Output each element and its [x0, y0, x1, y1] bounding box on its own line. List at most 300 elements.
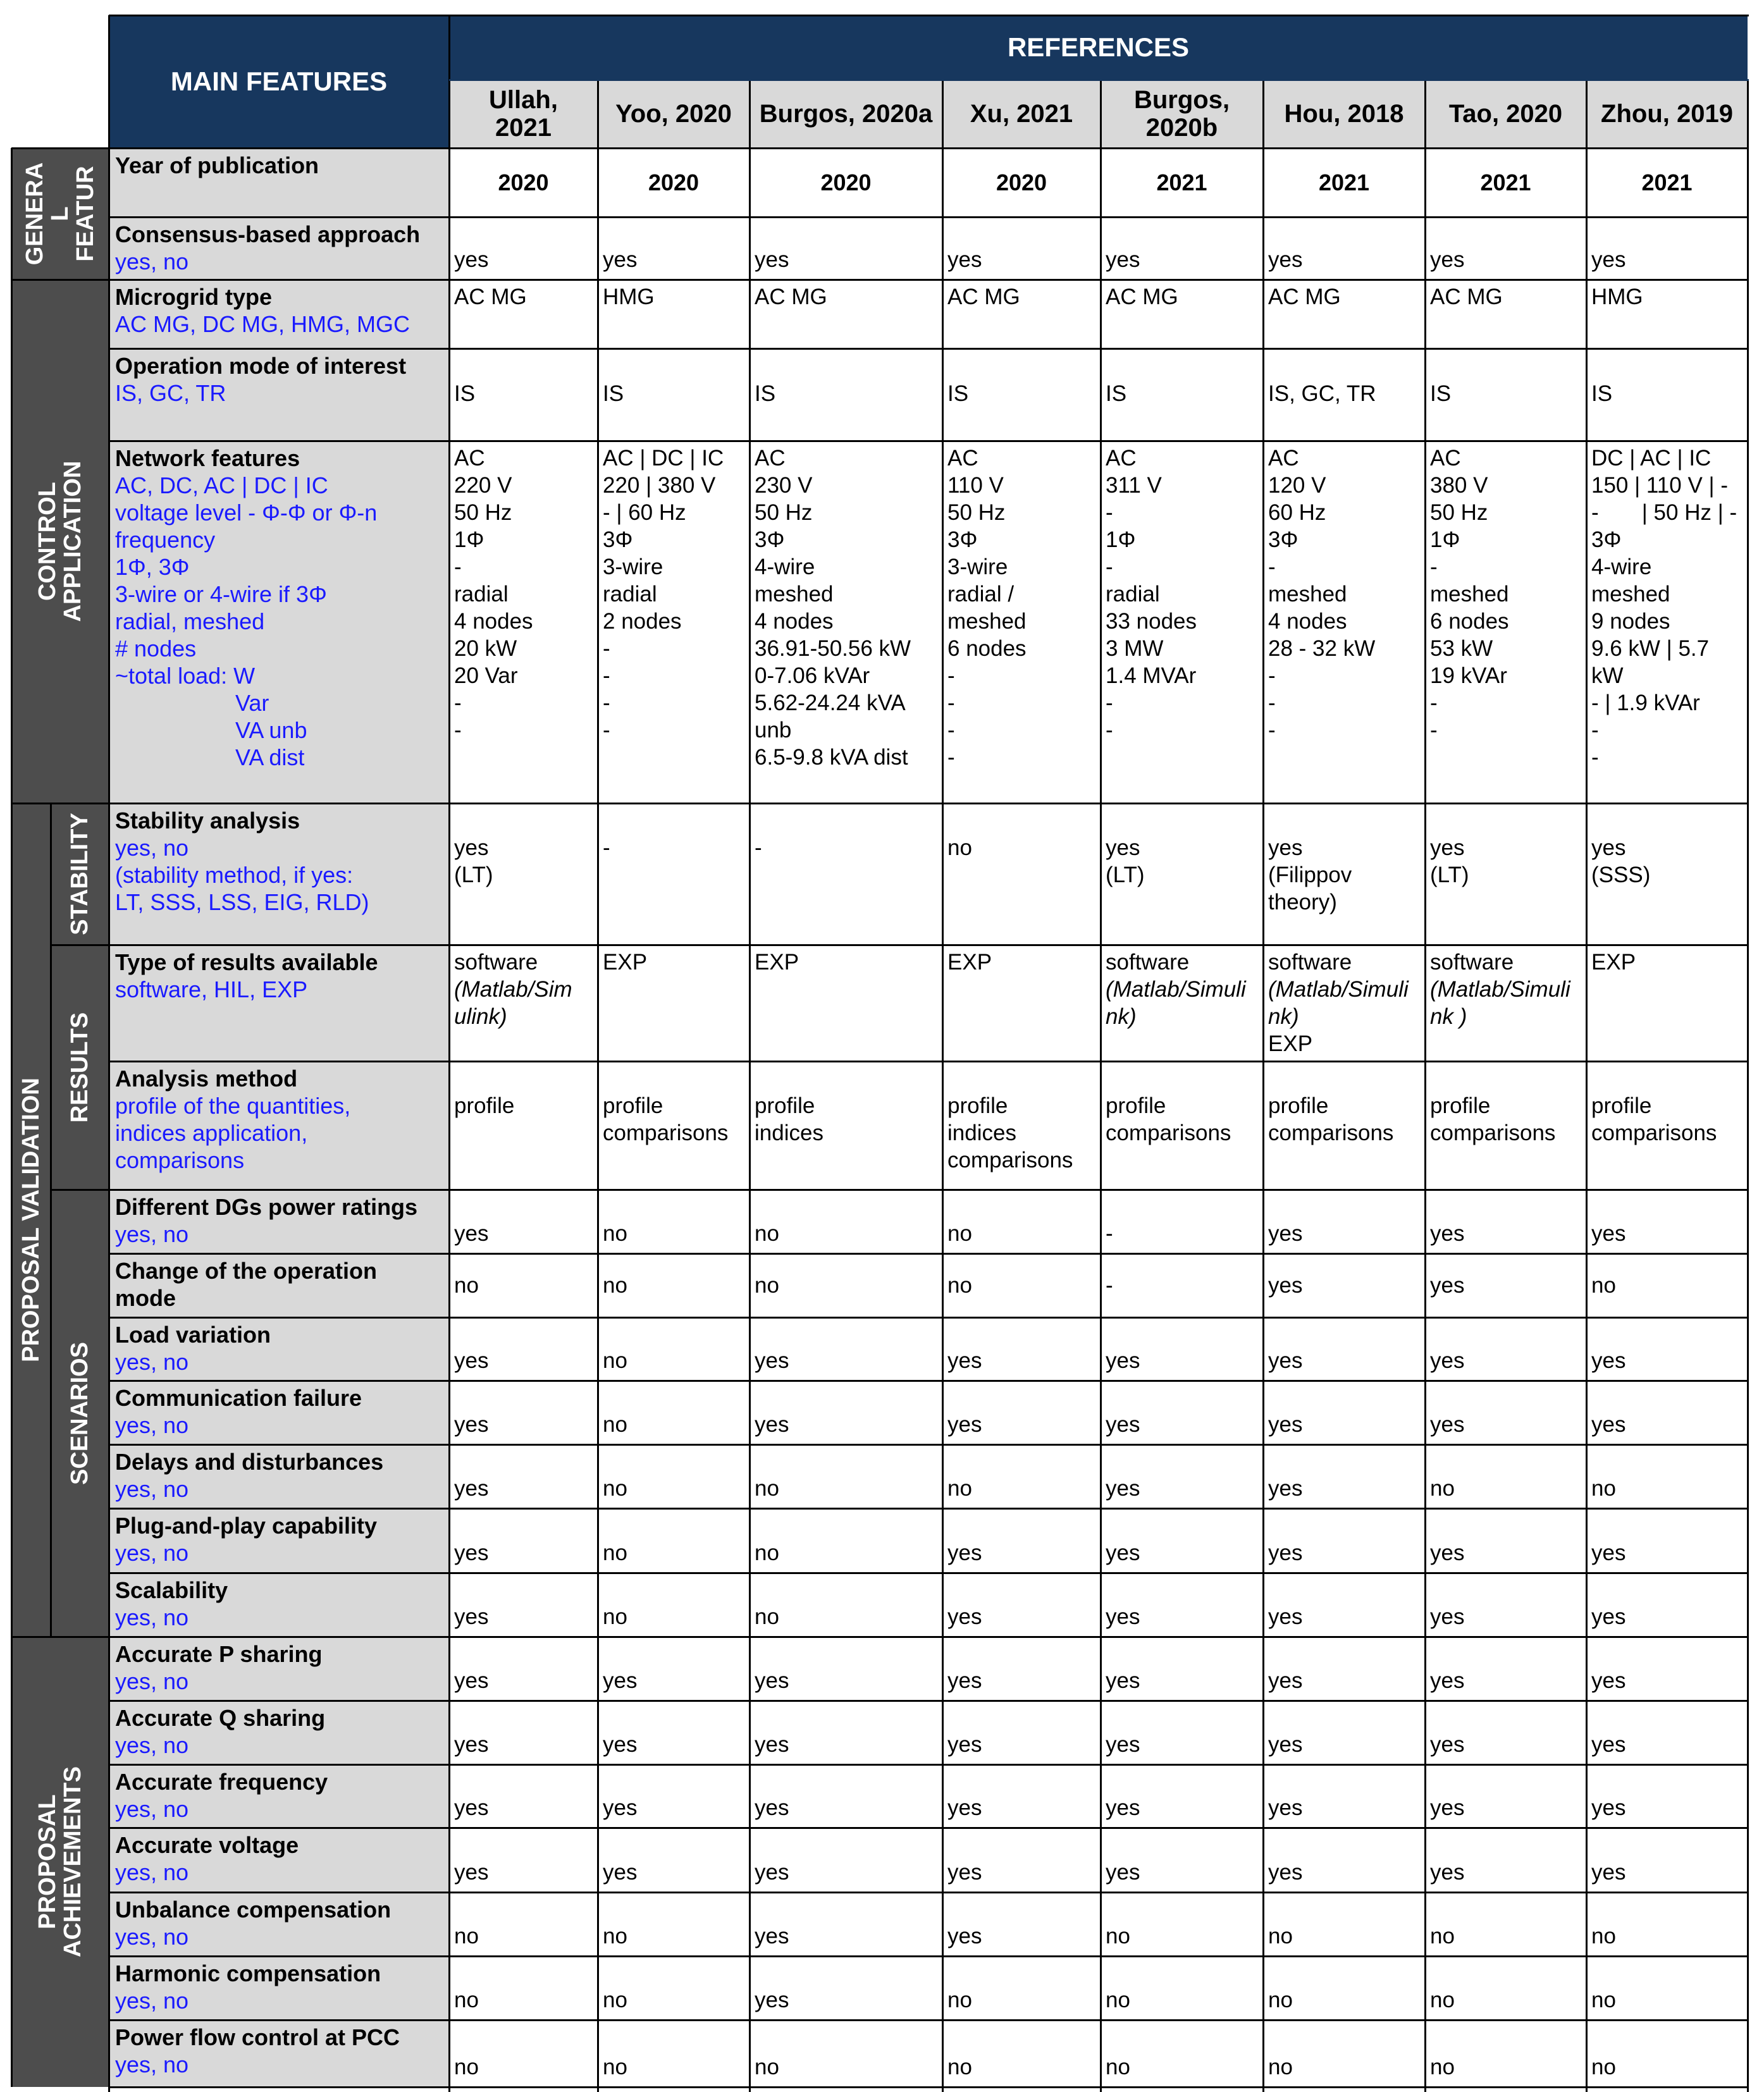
feature-value: no — [947, 835, 972, 860]
value-cell — [1263, 441, 1425, 803]
value-cell — [449, 1508, 598, 1573]
feature-value: yes — [947, 1924, 982, 1948]
feature-value: yes — [603, 1668, 638, 1693]
value-cell — [598, 217, 749, 280]
feature-name: Different DGs power ratings — [115, 1194, 418, 1220]
value-cell — [942, 1381, 1101, 1444]
value-cell — [1586, 1764, 1748, 1828]
feature-value: yes — [755, 1668, 789, 1693]
row-divider — [109, 2019, 1749, 2021]
value-cell — [1586, 803, 1748, 945]
section-divider — [11, 1636, 109, 1638]
section-edge — [11, 280, 13, 803]
value-cell — [749, 1061, 942, 1190]
reference-label: Tao, 2020 — [1448, 100, 1563, 128]
value-cell — [598, 148, 749, 217]
row-divider — [109, 440, 1749, 442]
feature-value: yes — [1268, 1541, 1303, 1565]
value-cell — [1101, 1508, 1263, 1573]
value-cell — [598, 1381, 749, 1444]
feature-value: AC MG — [1268, 285, 1341, 309]
value-cell — [1263, 217, 1425, 280]
feature-cell — [109, 1956, 449, 2020]
section-general — [11, 148, 109, 280]
feature-name: Stability analysis — [115, 808, 300, 834]
value-cell — [749, 1828, 942, 1892]
row-divider — [109, 1572, 1749, 1574]
value-cell — [449, 1317, 598, 1381]
feature-value: yes — [1430, 1348, 1465, 1373]
value-cell — [1101, 1190, 1263, 1253]
value-cell — [1586, 1573, 1748, 1637]
feature-value: yes — [755, 1348, 789, 1373]
feature-value: no — [947, 1273, 972, 1298]
feature-value: yes — [1430, 1795, 1465, 1820]
value-cell — [1425, 1764, 1586, 1828]
feature-value: HMG — [603, 285, 655, 309]
column-divider — [1262, 80, 1264, 2092]
value-cell — [942, 1190, 1101, 1253]
feature-name: Operation mode of interest — [115, 353, 407, 379]
feature-options: yes, no — [115, 1668, 189, 1694]
feature-value: no — [1591, 1924, 1616, 1948]
feature-value: profile comparisons — [1430, 1093, 1556, 1145]
value-cell — [942, 945, 1101, 1061]
result-line: software — [1430, 950, 1514, 975]
value-cell — [598, 1637, 749, 1701]
references-header — [449, 15, 1748, 80]
section-label: RESULTS — [66, 1012, 93, 1123]
value-cell — [449, 148, 598, 217]
feature-value: no — [755, 1221, 779, 1246]
feature-options: AC, DC, AC | DC | IC voltage level - Φ-Φ or Φ-n frequency 1Φ, 3Φ 3-wire or 4-wire if 3Φ radial, meshed # nodes ~total load: W Var VA unb VA dist — [115, 472, 378, 770]
value-cell — [1586, 1956, 1748, 2020]
value-cell — [1425, 441, 1586, 803]
result-line: EXP — [1268, 1031, 1313, 1056]
value-cell — [1586, 945, 1748, 1061]
feature-value: no — [603, 1273, 627, 1298]
feature-value: yes — [1591, 1348, 1626, 1373]
value-cell — [942, 1317, 1101, 1381]
feature-value: AC MG — [454, 285, 527, 309]
value-cell — [1263, 1764, 1425, 1828]
feature-value: yes — [454, 1668, 489, 1693]
value-cell — [1425, 1381, 1586, 1444]
feature-value: yes — [603, 1860, 638, 1885]
reference-header-8 — [1586, 80, 1748, 148]
feature-value: no — [603, 1348, 627, 1373]
feature-value: yes — [1106, 1541, 1140, 1565]
result-line: EXP — [1591, 950, 1636, 975]
value-cell — [598, 803, 749, 945]
feature-cell — [109, 945, 449, 1061]
value-cell — [942, 148, 1101, 217]
value-cell — [942, 348, 1101, 441]
value-cell — [598, 1573, 749, 1637]
feature-value: no — [1106, 1924, 1130, 1948]
value-cell — [1101, 1317, 1263, 1381]
feature-value: yes — [1591, 1604, 1626, 1629]
value-cell — [1425, 1317, 1586, 1381]
feature-value: IS — [1430, 381, 1452, 406]
feature-value: yes — [755, 1412, 789, 1437]
feature-value: yes — [947, 1604, 982, 1629]
value-cell — [749, 280, 942, 348]
feature-value: no — [1106, 2055, 1130, 2079]
value-cell — [749, 217, 942, 280]
value-cell — [1586, 280, 1748, 348]
feature-value: no — [1430, 1924, 1455, 1948]
feature-value: yes — [454, 1795, 489, 1820]
value-cell — [1425, 1444, 1586, 1508]
main-features-header — [109, 15, 449, 148]
value-cell — [942, 280, 1101, 348]
feature-name: Accurate Q sharing — [115, 1705, 326, 1731]
value-cell — [1586, 1381, 1748, 1444]
feature-options: yes, no — [115, 1732, 189, 1758]
feature-value: yes — [1591, 247, 1626, 272]
year-value: 2020 — [996, 169, 1047, 195]
value-cell — [1263, 1956, 1425, 2020]
feature-value: - — [603, 835, 610, 860]
reference-label: Zhou, 2019 — [1601, 100, 1733, 128]
feature-options: AC MG, DC MG, HMG, MGC — [115, 311, 410, 337]
value-cell — [1586, 1061, 1748, 1190]
feature-value: yes — [1106, 1668, 1140, 1693]
value-cell — [598, 1190, 749, 1253]
reference-header-4 — [942, 80, 1101, 148]
value-cell — [1263, 1190, 1425, 1253]
value-cell — [598, 280, 749, 348]
feature-value: no — [603, 2055, 627, 2079]
value-cell — [449, 1701, 598, 1764]
row-divider — [109, 1444, 1749, 1446]
feature-value: yes — [1106, 1348, 1140, 1373]
row-divider — [109, 1061, 1749, 1062]
year-value: 2020 — [498, 169, 549, 195]
reference-label: Yoo, 2020 — [615, 100, 732, 128]
value-cell — [1425, 1573, 1586, 1637]
value-cell — [449, 945, 598, 1061]
value-cell — [449, 441, 598, 803]
feature-value: no — [603, 1924, 627, 1948]
value-cell — [1425, 1828, 1586, 1892]
feature-value: no — [603, 1221, 627, 1246]
value-cell — [1101, 441, 1263, 803]
result-line: (Matlab/Sim — [454, 977, 572, 1002]
feature-value: AC 380 V 50 Hz 1Φ - meshed 6 nodes 53 kW 19 kVAr - - — [1430, 446, 1509, 742]
feature-cell — [109, 1381, 449, 1444]
value-cell — [1101, 1764, 1263, 1828]
result-line: (Matlab/Simuli — [1268, 977, 1409, 1002]
feature-options: yes, no — [115, 1540, 189, 1566]
feature-value: yes — [1430, 1604, 1465, 1629]
year-value: 2021 — [1641, 169, 1693, 195]
feature-name: Analysis method — [115, 1066, 298, 1092]
value-cell — [749, 148, 942, 217]
feature-options: yes, no — [115, 1859, 189, 1885]
value-cell — [449, 1828, 598, 1892]
feature-value: yes — [1268, 1732, 1303, 1757]
feature-value: yes — [1268, 1221, 1303, 1246]
value-cell — [749, 945, 942, 1061]
feature-cell — [109, 1508, 449, 1573]
feature-value: yes — [1591, 1732, 1626, 1757]
section-scenarios — [51, 1190, 109, 1637]
feature-value: yes — [454, 1541, 489, 1565]
value-cell — [598, 945, 749, 1061]
feature-value: IS — [947, 381, 969, 406]
feature-cell — [109, 1573, 449, 1637]
reference-header-5 — [1101, 80, 1263, 148]
feature-value: yes — [454, 1860, 489, 1885]
feature-cell — [109, 803, 449, 945]
value-cell — [1425, 217, 1586, 280]
column-divider — [1586, 80, 1588, 2092]
feature-value: no — [1591, 2055, 1616, 2079]
feature-name: Year of publication — [115, 152, 319, 178]
feature-value: AC MG — [755, 285, 827, 309]
value-cell — [598, 1508, 749, 1573]
result-line: software — [454, 950, 538, 975]
section-edge — [11, 148, 13, 280]
result-line: EXP — [603, 950, 648, 975]
row-divider — [109, 2086, 1749, 2088]
feature-value: no — [603, 1541, 627, 1565]
feature-value — [454, 950, 572, 1029]
section-divider — [11, 147, 109, 149]
feature-cell — [109, 1317, 449, 1381]
feature-name: Harmonic compensation — [115, 1960, 381, 1986]
value-cell — [942, 2020, 1101, 2087]
feature-value: yes — [1268, 1273, 1303, 1298]
feature-value: yes — [947, 1732, 982, 1757]
feature-name: Scalability — [115, 1577, 228, 1603]
value-cell — [942, 1573, 1101, 1637]
feature-value: yes — [1430, 1860, 1465, 1885]
feature-value: yes — [1591, 1221, 1626, 1246]
value-cell — [449, 1253, 598, 1317]
feature-value — [947, 950, 992, 975]
value-cell — [598, 1764, 749, 1828]
feature-value: yes — [1430, 1412, 1465, 1437]
value-cell — [1425, 348, 1586, 441]
feature-value: yes — [1268, 1604, 1303, 1629]
section-label: PROPOSAL ACHIEVEMENTS — [34, 1766, 86, 1957]
value-cell — [598, 1061, 749, 1190]
feature-value: yes — [947, 1795, 982, 1820]
feature-name: Plug-and-play capability — [115, 1513, 378, 1539]
feature-value: yes — [1268, 247, 1303, 272]
value-cell — [942, 1828, 1101, 1892]
feature-value: yes — [1268, 1476, 1303, 1501]
feature-name: Network features — [115, 445, 300, 471]
feature-name: Type of results available — [115, 949, 378, 975]
feature-cell — [109, 217, 449, 280]
value-cell — [1425, 1061, 1586, 1190]
feature-value: yes — [454, 1476, 489, 1501]
feature-value: AC MG — [1106, 285, 1178, 309]
value-cell — [598, 1956, 749, 2020]
row-divider — [109, 803, 1749, 804]
feature-value: profile indices — [755, 1093, 823, 1145]
feature-value: no — [454, 1273, 479, 1298]
feature-value: AC 311 V - 1Φ - radial 33 nodes 3 MW 1.4 MVAr - - — [1106, 446, 1197, 742]
feature-options: software, HIL, EXP — [115, 976, 308, 1002]
feature-name: Accurate voltage — [115, 1832, 299, 1858]
row-divider — [109, 1317, 1749, 1319]
value-cell — [1263, 945, 1425, 1061]
value-cell — [598, 441, 749, 803]
feature-name: Communication failure — [115, 1385, 362, 1411]
year-value: 2021 — [1318, 169, 1370, 195]
value-cell — [1263, 2020, 1425, 2087]
feature-value: yes — [947, 247, 982, 272]
feature-value: no — [454, 2055, 479, 2079]
feature-cell — [109, 1061, 449, 1190]
reference-header-3 — [749, 80, 942, 148]
row-divider — [109, 1892, 1749, 1893]
feature-value: yes — [1591, 1541, 1626, 1565]
feature-value: yes — [1430, 1732, 1465, 1757]
feature-name: Change of the operation mode — [115, 1258, 377, 1311]
section-divider — [11, 803, 51, 804]
value-cell — [942, 1061, 1101, 1190]
row-divider — [109, 15, 1749, 16]
feature-value: yes — [1591, 1412, 1626, 1437]
value-cell — [1263, 1573, 1425, 1637]
feature-value: yes — [1106, 1476, 1140, 1501]
result-line: EXP — [755, 950, 799, 975]
section-label: CONTROL APPLICATION — [34, 460, 86, 622]
feature-value: yes — [1430, 1541, 1465, 1565]
value-cell — [1586, 1701, 1748, 1764]
column-divider — [108, 15, 110, 2092]
value-cell — [1101, 348, 1263, 441]
feature-value: yes — [454, 1348, 489, 1373]
feature-value: no — [454, 1988, 479, 2012]
feature-value: yes — [947, 1668, 982, 1693]
feature-value: yes — [1106, 1860, 1140, 1885]
value-cell — [1263, 1317, 1425, 1381]
value-cell — [1101, 1253, 1263, 1317]
value-cell — [749, 2020, 942, 2087]
feature-value: IS — [1106, 381, 1127, 406]
value-cell — [1101, 803, 1263, 945]
value-cell — [749, 1764, 942, 1828]
feature-value: yes — [947, 1860, 982, 1885]
column-divider — [448, 15, 450, 2092]
value-cell — [1263, 348, 1425, 441]
value-cell — [1425, 945, 1586, 1061]
reference-label: Burgos, 2020b — [1133, 86, 1230, 142]
value-cell — [1425, 803, 1586, 945]
feature-cell — [109, 441, 449, 803]
feature-value: DC | AC | IC 150 | 110 V | - - | 50 Hz | - 3Φ 4-wire meshed 9 nodes 9.6 kW | 5.7 kW - | 1.9 kVAr - - — [1591, 446, 1737, 770]
value-cell — [1263, 1061, 1425, 1190]
section-label: STABILITY — [66, 813, 93, 935]
feature-value: no — [947, 1476, 972, 1501]
feature-value: no — [603, 1476, 627, 1501]
feature-cell — [109, 348, 449, 441]
feature-value: yes — [755, 1988, 789, 2012]
feature-value: yes — [755, 1860, 789, 1885]
feature-value: yes — [1430, 1221, 1465, 1246]
feature-value: no — [1591, 1988, 1616, 2012]
value-cell — [1586, 348, 1748, 441]
result-line: software — [1106, 950, 1190, 975]
feature-value: no — [755, 1476, 779, 1501]
value-cell — [1101, 217, 1263, 280]
row-divider — [109, 1508, 1749, 1510]
value-cell — [1101, 1828, 1263, 1892]
feature-value: yes (Filippov theory) — [1268, 835, 1352, 914]
value-cell — [1425, 1190, 1586, 1253]
feature-value: profile comparisons — [603, 1093, 729, 1145]
value-cell — [942, 1444, 1101, 1508]
value-cell — [449, 1956, 598, 2020]
value-cell — [749, 1444, 942, 1508]
value-cell — [1101, 1444, 1263, 1508]
value-cell — [942, 1508, 1101, 1573]
feature-name: Microgrid type — [115, 284, 273, 310]
feature-value: yes — [1430, 1668, 1465, 1693]
row-divider — [109, 279, 1749, 281]
value-cell — [1263, 1381, 1425, 1444]
feature-cell — [109, 280, 449, 348]
feature-value: IS — [1591, 381, 1613, 406]
feature-value: yes — [1268, 1795, 1303, 1820]
feature-value: AC 120 V 60 Hz 3Φ - meshed 4 nodes 28 - 32 kW - - - — [1268, 446, 1376, 742]
row-divider — [109, 1764, 1749, 1766]
value-cell — [1263, 1444, 1425, 1508]
value-cell — [449, 1444, 598, 1508]
feature-value: yes — [755, 1924, 789, 1948]
feature-value: yes — [454, 247, 489, 272]
value-cell — [749, 348, 942, 441]
value-cell — [1425, 1701, 1586, 1764]
value-cell — [1263, 1508, 1425, 1573]
feature-value: yes — [1106, 1412, 1140, 1437]
value-cell — [942, 1701, 1101, 1764]
section-edge — [11, 803, 13, 1637]
row-divider — [109, 944, 1749, 946]
value-cell — [449, 1061, 598, 1190]
section-label: GENERA L FEATUR — [22, 162, 99, 266]
feature-value: AC 230 V 50 Hz 3Φ 4-wire meshed 4 nodes 36.91-50.56 kW 0-7.06 kVAr 5.62-24.24 kVA unb 6.5-9.8 kVA dist — [755, 446, 911, 770]
feature-name: Load variation — [115, 1322, 271, 1348]
feature-options: IS, GC, TR — [115, 380, 226, 406]
row-divider — [449, 79, 1749, 81]
feature-name: Accurate frequency — [115, 1769, 328, 1795]
value-cell — [1586, 1828, 1748, 1892]
feature-value: yes (SSS) — [1591, 835, 1651, 887]
feature-name: Delays and disturbances — [115, 1449, 384, 1475]
feature-value: profile comparisons — [1268, 1093, 1394, 1145]
section-divider — [51, 944, 109, 946]
value-cell — [1586, 217, 1748, 280]
reference-label: Hou, 2018 — [1284, 100, 1404, 128]
feature-value: no — [1591, 1273, 1616, 1298]
value-cell — [1586, 1444, 1748, 1508]
value-cell — [1101, 1701, 1263, 1764]
value-cell — [449, 280, 598, 348]
value-cell — [942, 1892, 1101, 1956]
row-divider — [109, 1700, 1749, 1702]
feature-cell — [109, 1892, 449, 1956]
value-cell — [449, 1764, 598, 1828]
value-cell — [1586, 1892, 1748, 1956]
